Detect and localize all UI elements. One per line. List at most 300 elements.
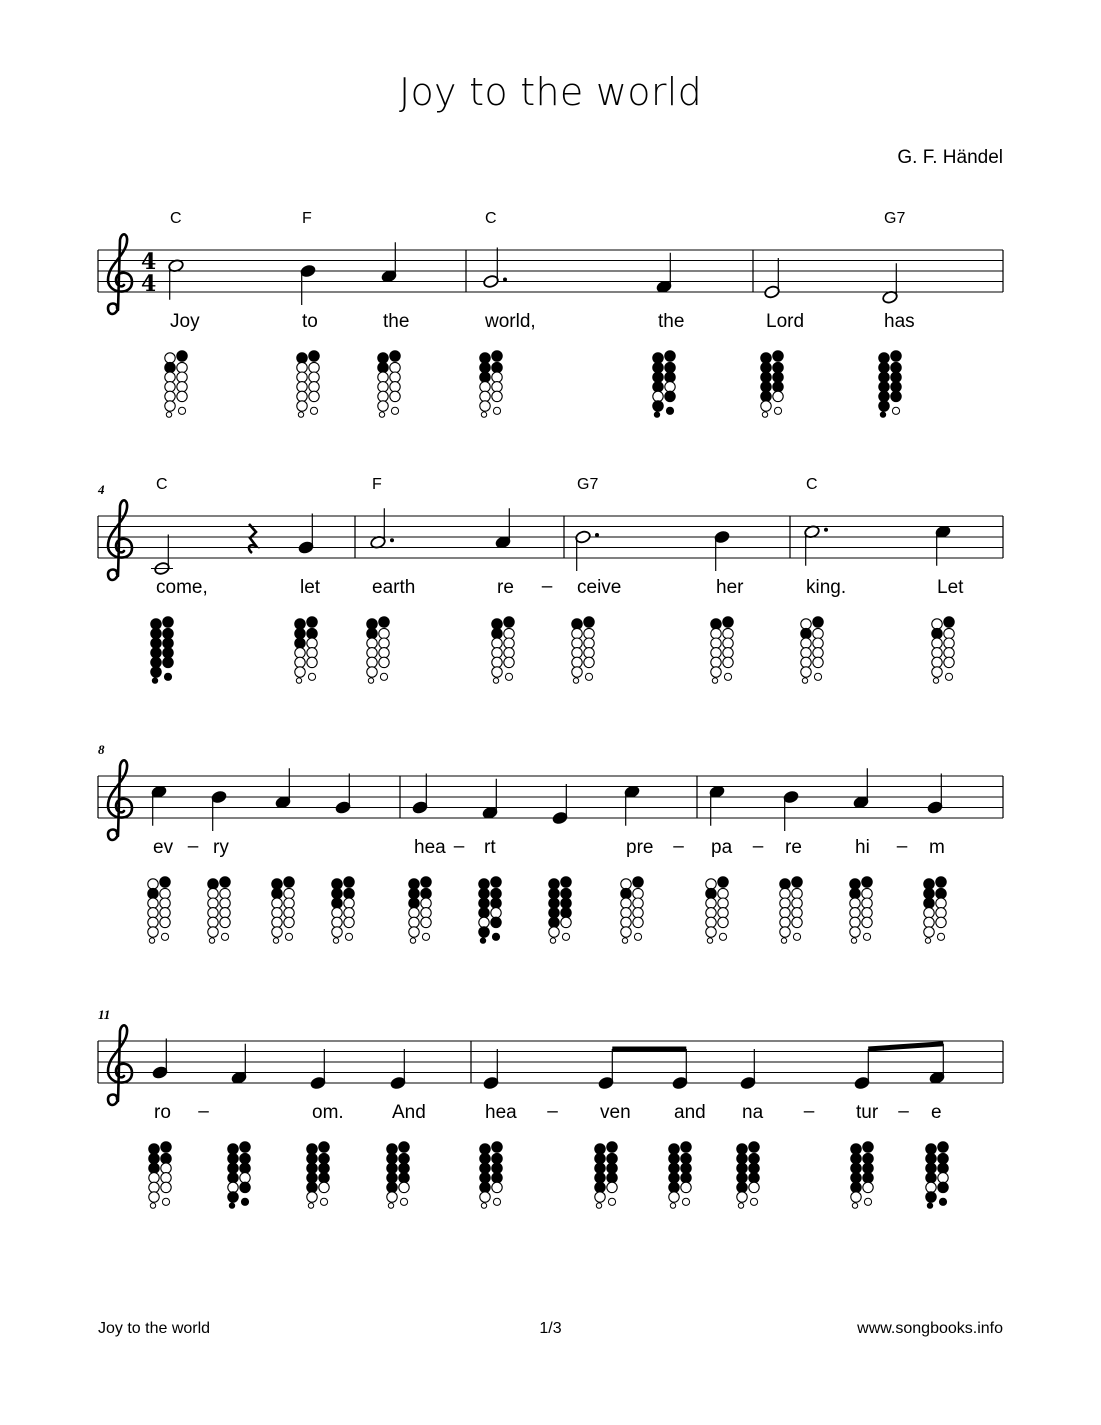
open-hole-icon (421, 917, 431, 927)
note (390, 1049, 407, 1090)
open-hole-icon (390, 391, 400, 401)
closed-hole-icon (926, 1144, 936, 1154)
composer: G. F. Händel (897, 147, 1003, 168)
open-hole-icon (761, 401, 771, 411)
lyric-syllable: pa (711, 837, 733, 858)
lyric-syllable: And (392, 1102, 426, 1123)
closed-hole-icon (491, 917, 501, 927)
closed-hole-icon (379, 617, 389, 627)
staff-system (98, 210, 1003, 417)
closed-hole-icon (879, 382, 889, 392)
small-hole-icon (493, 1198, 500, 1205)
open-hole-icon (504, 657, 514, 667)
open-hole-icon (297, 362, 307, 372)
small-hole-icon (380, 673, 387, 680)
closed-hole-icon (938, 1153, 948, 1163)
closed-hole-icon (653, 372, 663, 382)
open-hole-icon (584, 628, 594, 638)
note (151, 535, 173, 576)
closed-hole-icon (879, 401, 889, 411)
open-hole-icon (572, 638, 582, 648)
closed-hole-icon (851, 1173, 861, 1183)
open-hole-icon (863, 1182, 873, 1192)
open-hole-icon (932, 657, 942, 667)
closed-hole-icon (480, 1173, 490, 1183)
closed-hole-icon (653, 353, 663, 363)
open-hole-icon (711, 638, 721, 648)
note (151, 785, 168, 826)
open-hole-icon (332, 927, 342, 937)
open-hole-icon (160, 908, 170, 918)
small-hole-icon (781, 938, 786, 943)
footer-website: www.songbooks.info (857, 1320, 1003, 1337)
fingering-chart (208, 877, 230, 944)
closed-hole-icon (387, 1144, 397, 1154)
closed-hole-icon (240, 1163, 250, 1173)
closed-hole-icon (492, 1153, 502, 1163)
lyric-syllable: let (300, 577, 321, 598)
closed-hole-icon (924, 898, 934, 908)
closed-hole-icon (163, 628, 173, 638)
augmentation-dot (595, 533, 599, 537)
open-hole-icon (572, 667, 582, 677)
closed-hole-icon (549, 917, 559, 927)
open-hole-icon (409, 927, 419, 937)
treble-clef-icon (108, 500, 132, 580)
note (483, 1049, 500, 1090)
open-hole-icon (584, 638, 594, 648)
closed-hole-icon (891, 382, 901, 392)
closed-hole-icon (665, 362, 675, 372)
closed-hole-icon (177, 351, 187, 361)
open-hole-icon (792, 917, 802, 927)
fingering-chart (711, 617, 733, 684)
open-hole-icon (297, 382, 307, 392)
small-hole-icon (933, 678, 938, 683)
closed-hole-icon (863, 1153, 873, 1163)
small-hole-icon (608, 1198, 615, 1205)
open-hole-icon (208, 927, 218, 937)
open-hole-icon (272, 927, 282, 937)
closed-hole-icon (718, 877, 728, 887)
open-hole-icon (284, 908, 294, 918)
closed-hole-icon (761, 382, 771, 392)
note (152, 1039, 169, 1080)
closed-hole-icon (163, 638, 173, 648)
small-hole-icon (481, 1203, 486, 1208)
closed-hole-icon (149, 1163, 159, 1173)
open-hole-icon (706, 927, 716, 937)
open-hole-icon (148, 927, 158, 937)
small-hole-icon (164, 673, 171, 680)
small-hole-icon (273, 938, 278, 943)
closed-hole-icon (479, 927, 489, 937)
open-hole-icon (813, 657, 823, 667)
lyric-hyphen: – (673, 836, 684, 857)
note (612, 1049, 688, 1090)
small-hole-icon (149, 938, 154, 943)
small-hole-icon (802, 678, 807, 683)
small-hole-icon (738, 1203, 743, 1208)
closed-hole-icon (480, 1153, 490, 1163)
beam (868, 1044, 943, 1049)
open-hole-icon (944, 648, 954, 658)
small-hole-icon (492, 933, 499, 940)
closed-hole-icon (151, 628, 161, 638)
open-hole-icon (504, 628, 514, 638)
small-hole-icon (152, 678, 157, 683)
closed-hole-icon (148, 888, 158, 898)
open-hole-icon (344, 898, 354, 908)
staff-system (97, 476, 1003, 683)
closed-hole-icon (595, 1144, 605, 1154)
lyric-hyphen: – (541, 576, 553, 597)
closed-hole-icon (479, 879, 489, 889)
lyric-syllable: m (929, 837, 945, 858)
note (211, 790, 228, 831)
open-hole-icon (378, 401, 388, 411)
open-hole-icon (801, 648, 811, 658)
closed-hole-icon (479, 888, 489, 898)
small-hole-icon (481, 412, 486, 417)
small-hole-icon (166, 412, 171, 417)
open-hole-icon (480, 382, 490, 392)
closed-hole-icon (932, 628, 942, 638)
open-hole-icon (409, 908, 419, 918)
open-hole-icon (480, 401, 490, 411)
closed-hole-icon (711, 619, 721, 629)
lyric-syllable: ry (213, 837, 229, 858)
open-hole-icon (633, 908, 643, 918)
closed-hole-icon (409, 898, 419, 908)
measure-number: 4 (98, 482, 105, 497)
closed-hole-icon (653, 382, 663, 392)
open-hole-icon (309, 382, 319, 392)
lyric-syllable: re (497, 577, 514, 598)
closed-hole-icon (307, 1153, 317, 1163)
closed-hole-icon (761, 362, 771, 372)
open-hole-icon (399, 1182, 409, 1192)
open-hole-icon (621, 898, 631, 908)
closed-hole-icon (938, 1163, 948, 1173)
closed-hole-icon (297, 353, 307, 363)
open-hole-icon (504, 648, 514, 658)
closed-hole-icon (492, 362, 502, 372)
closed-hole-icon (879, 391, 889, 401)
open-hole-icon (492, 391, 502, 401)
closed-hole-icon (390, 351, 400, 361)
small-hole-icon (368, 678, 373, 683)
closed-hole-icon (399, 1173, 409, 1183)
small-hole-icon (654, 412, 659, 417)
closed-hole-icon (480, 1144, 490, 1154)
open-hole-icon (718, 888, 728, 898)
lyric-hyphen: – (752, 836, 764, 857)
note (495, 508, 512, 549)
closed-hole-icon (669, 1173, 679, 1183)
closed-hole-icon (879, 372, 889, 382)
closed-hole-icon (891, 351, 901, 361)
closed-hole-icon (163, 648, 173, 658)
small-hole-icon (864, 1198, 871, 1205)
small-hole-icon (178, 407, 185, 414)
small-hole-icon (939, 1198, 946, 1205)
open-hole-icon (492, 667, 502, 677)
chord-symbol: F (302, 210, 312, 227)
closed-hole-icon (851, 1163, 861, 1173)
closed-hole-icon (272, 888, 282, 898)
open-hole-icon (936, 898, 946, 908)
closed-hole-icon (584, 617, 594, 627)
open-hole-icon (177, 372, 187, 382)
note (927, 774, 944, 815)
lyric-syllable: Joy (170, 311, 200, 332)
chord-symbol: C (806, 476, 818, 493)
open-hole-icon (160, 898, 170, 908)
closed-hole-icon (295, 628, 305, 638)
small-hole-icon (209, 938, 214, 943)
closed-hole-icon (801, 628, 811, 638)
closed-hole-icon (480, 353, 490, 363)
closed-hole-icon (421, 888, 431, 898)
fingering-chart (669, 1142, 691, 1209)
closed-hole-icon (399, 1153, 409, 1163)
chord-symbol: F (372, 476, 382, 493)
lyric-syllable: tur (856, 1102, 879, 1123)
open-hole-icon (161, 1182, 171, 1192)
fingering-chart (378, 351, 400, 418)
small-hole-icon (793, 933, 800, 940)
closed-hole-icon (851, 1153, 861, 1163)
closed-hole-icon (669, 1153, 679, 1163)
fingering-chart (924, 877, 946, 944)
small-hole-icon (388, 1203, 393, 1208)
closed-hole-icon (228, 1173, 238, 1183)
open-hole-icon (491, 908, 501, 918)
closed-hole-icon (681, 1153, 691, 1163)
small-hole-icon (670, 1203, 675, 1208)
open-hole-icon (220, 888, 230, 898)
open-hole-icon (177, 382, 187, 392)
open-hole-icon (595, 1192, 605, 1202)
closed-hole-icon (480, 372, 490, 382)
closed-hole-icon (773, 362, 783, 372)
lyric-syllable: na (742, 1102, 764, 1123)
open-hole-icon (409, 917, 419, 927)
song-title: Joy to the world (398, 70, 703, 114)
closed-hole-icon (595, 1182, 605, 1192)
small-hole-icon (851, 938, 856, 943)
open-hole-icon (801, 657, 811, 667)
note (868, 1044, 945, 1085)
small-hole-icon (310, 407, 317, 414)
closed-hole-icon (161, 1142, 171, 1152)
lyric-syllable: and (674, 1102, 706, 1123)
closed-hole-icon (792, 877, 802, 887)
closed-hole-icon (863, 1163, 873, 1173)
closed-hole-icon (737, 1182, 747, 1192)
small-hole-icon (925, 938, 930, 943)
closed-hole-icon (491, 888, 501, 898)
open-hole-icon (718, 917, 728, 927)
closed-hole-icon (749, 1153, 759, 1163)
closed-hole-icon (492, 1142, 502, 1152)
closed-hole-icon (228, 1153, 238, 1163)
open-hole-icon (850, 917, 860, 927)
open-hole-icon (633, 898, 643, 908)
lyric-syllable: ven (600, 1102, 631, 1123)
closed-hole-icon (387, 1163, 397, 1173)
open-hole-icon (492, 638, 502, 648)
fingering-chart (492, 617, 514, 684)
note (935, 525, 952, 566)
small-hole-icon (707, 938, 712, 943)
open-hole-icon (165, 372, 175, 382)
small-hole-icon (229, 1203, 234, 1208)
small-hole-icon (333, 938, 338, 943)
open-hole-icon (220, 898, 230, 908)
open-hole-icon (332, 908, 342, 918)
lyric-syllable: her (716, 577, 744, 598)
open-hole-icon (621, 917, 631, 927)
closed-hole-icon (151, 619, 161, 629)
closed-hole-icon (595, 1163, 605, 1173)
note (740, 1049, 757, 1090)
closed-hole-icon (669, 1182, 679, 1192)
open-hole-icon (706, 908, 716, 918)
note (854, 1049, 871, 1090)
open-hole-icon (813, 638, 823, 648)
closed-hole-icon (163, 657, 173, 667)
fingering-chart (801, 617, 823, 684)
open-hole-icon (208, 898, 218, 908)
closed-hole-icon (309, 351, 319, 361)
time-signature-bottom: 4 (141, 271, 157, 297)
fingering-chart (272, 877, 294, 944)
open-hole-icon (792, 898, 802, 908)
closed-hole-icon (924, 888, 934, 898)
closed-hole-icon (773, 351, 783, 361)
small-hole-icon (308, 673, 315, 680)
fingering-chart (409, 877, 431, 944)
note (714, 530, 731, 571)
closed-hole-icon (761, 391, 771, 401)
open-hole-icon (160, 917, 170, 927)
open-hole-icon (367, 638, 377, 648)
open-hole-icon (706, 917, 716, 927)
lyric-syllable: hi (855, 837, 870, 858)
lyric-hyphen: – (898, 1101, 909, 1122)
open-hole-icon (307, 657, 317, 667)
fingering-chart (706, 877, 728, 944)
open-hole-icon (669, 1192, 679, 1202)
small-hole-icon (298, 412, 303, 417)
note (168, 259, 185, 300)
closed-hole-icon (165, 362, 175, 372)
closed-hole-icon (163, 617, 173, 627)
augmentation-dot (390, 538, 394, 542)
open-hole-icon (926, 1182, 936, 1192)
closed-hole-icon (706, 888, 716, 898)
closed-hole-icon (240, 1182, 250, 1192)
closed-hole-icon (607, 1153, 617, 1163)
closed-hole-icon (737, 1163, 747, 1173)
closed-hole-icon (480, 1182, 490, 1192)
open-hole-icon (177, 391, 187, 401)
closed-hole-icon (891, 391, 901, 401)
treble-clef-icon (108, 1025, 132, 1105)
open-hole-icon (272, 908, 282, 918)
closed-hole-icon (504, 617, 514, 627)
open-hole-icon (572, 657, 582, 667)
open-hole-icon (801, 638, 811, 648)
open-hole-icon (165, 353, 175, 363)
closed-hole-icon (151, 657, 161, 667)
open-hole-icon (378, 372, 388, 382)
closed-hole-icon (938, 1142, 948, 1152)
closed-hole-icon (479, 908, 489, 918)
small-hole-icon (493, 407, 500, 414)
lyric-syllable: has (884, 311, 915, 332)
open-hole-icon (307, 638, 317, 648)
small-hole-icon (505, 673, 512, 680)
closed-hole-icon (161, 1153, 171, 1163)
closed-hole-icon (284, 877, 294, 887)
open-hole-icon (737, 1192, 747, 1202)
open-hole-icon (862, 898, 872, 908)
closed-hole-icon (621, 888, 631, 898)
open-hole-icon (297, 372, 307, 382)
open-hole-icon (390, 382, 400, 392)
small-hole-icon (634, 933, 641, 940)
closed-hole-icon (936, 888, 946, 898)
lyric-syllable: ro (154, 1102, 171, 1123)
open-hole-icon (272, 917, 282, 927)
fingering-chart (332, 877, 354, 944)
small-hole-icon (562, 933, 569, 940)
note (300, 264, 317, 305)
open-hole-icon (149, 1182, 159, 1192)
closed-hole-icon (228, 1144, 238, 1154)
closed-hole-icon (813, 617, 823, 627)
closed-hole-icon (307, 1163, 317, 1173)
closed-hole-icon (480, 1163, 490, 1173)
fingering-chart (780, 877, 802, 944)
closed-hole-icon (549, 879, 559, 889)
treble-clef-icon (108, 760, 132, 840)
note (598, 1049, 615, 1090)
small-hole-icon (945, 673, 952, 680)
augmentation-dot (503, 278, 507, 282)
closed-hole-icon (749, 1142, 759, 1152)
closed-hole-icon (938, 1182, 948, 1192)
small-hole-icon (774, 407, 781, 414)
open-hole-icon (801, 667, 811, 677)
closed-hole-icon (332, 898, 342, 908)
note (624, 785, 641, 826)
lyric-syllable: e (931, 1102, 942, 1123)
open-hole-icon (367, 667, 377, 677)
small-hole-icon (814, 673, 821, 680)
closed-hole-icon (761, 353, 771, 363)
fingering-chart (549, 877, 571, 944)
open-hole-icon (572, 648, 582, 658)
lyric-syllable: the (383, 311, 410, 332)
fingering-chart (850, 877, 872, 944)
small-hole-icon (422, 933, 429, 940)
closed-hole-icon (879, 353, 889, 363)
open-hole-icon (633, 888, 643, 898)
